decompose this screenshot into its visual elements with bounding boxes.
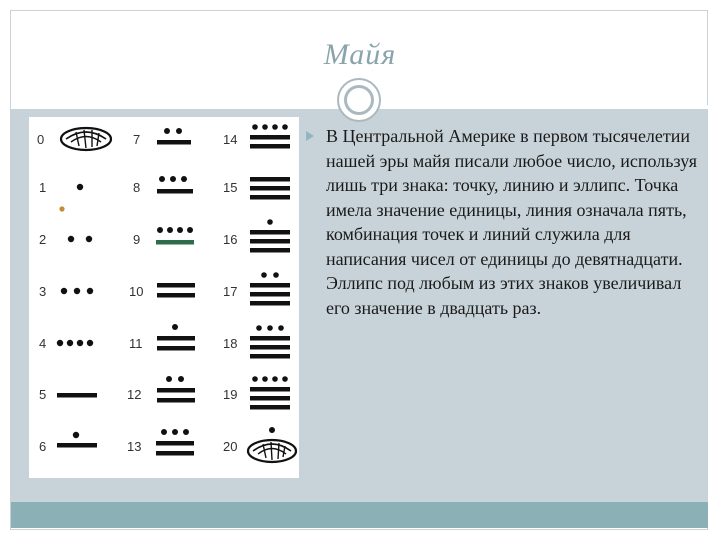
circle-ornament-icon (337, 78, 381, 122)
numeral-label-6: 6 (39, 439, 47, 454)
description-text-block (306, 124, 702, 320)
numeral-label-18: 18 (223, 336, 238, 351)
numeral-label-15: 15 (223, 180, 238, 195)
numeral-label-1: 1 (39, 180, 47, 195)
numeral-label-7: 7 (133, 132, 141, 147)
numeral-label-9: 9 (133, 232, 141, 247)
maya-twenty-shell-icon (248, 440, 296, 462)
numeral-label-3: 3 (39, 284, 47, 299)
numeral-label-2: 2 (39, 232, 47, 247)
footer-bar (11, 502, 708, 528)
maya-numerals-image (29, 117, 299, 478)
numeral-label-16: 16 (223, 232, 238, 247)
maya-numerals-figure (29, 117, 299, 478)
numeral-label-17: 17 (223, 284, 238, 299)
numeral-label-13: 13 (127, 439, 142, 454)
numeral-label-14: 14 (223, 132, 238, 147)
numeral-label-0: 0 (37, 132, 45, 147)
numeral-label-20: 20 (223, 439, 238, 454)
numeral-label-19: 19 (223, 387, 238, 402)
maya-zero-shell-icon (61, 128, 111, 150)
numeral-label-5: 5 (39, 387, 47, 402)
numeral-label-8: 8 (133, 180, 141, 195)
numeral-label-4: 4 (39, 336, 47, 351)
numeral-label-10: 10 (129, 284, 144, 299)
numeral-label-11: 11 (129, 336, 143, 351)
numeral-label-12: 12 (127, 387, 142, 402)
bullet-icon (306, 131, 314, 141)
slide-title: Майя (323, 38, 397, 71)
description-paragraph: В Центральной Америке в первом тысячелетии нашей эры майя писали любое число, используя лишь три знака: точку, линию и эллипс. Точка имела значение единицы, линия означала пять, комбинация точек и линий служила для написания чисел от единицы до девятнадцати. Эллипс под любым из этих знаков увеличивал его значение в двадцать раз. (326, 126, 698, 318)
